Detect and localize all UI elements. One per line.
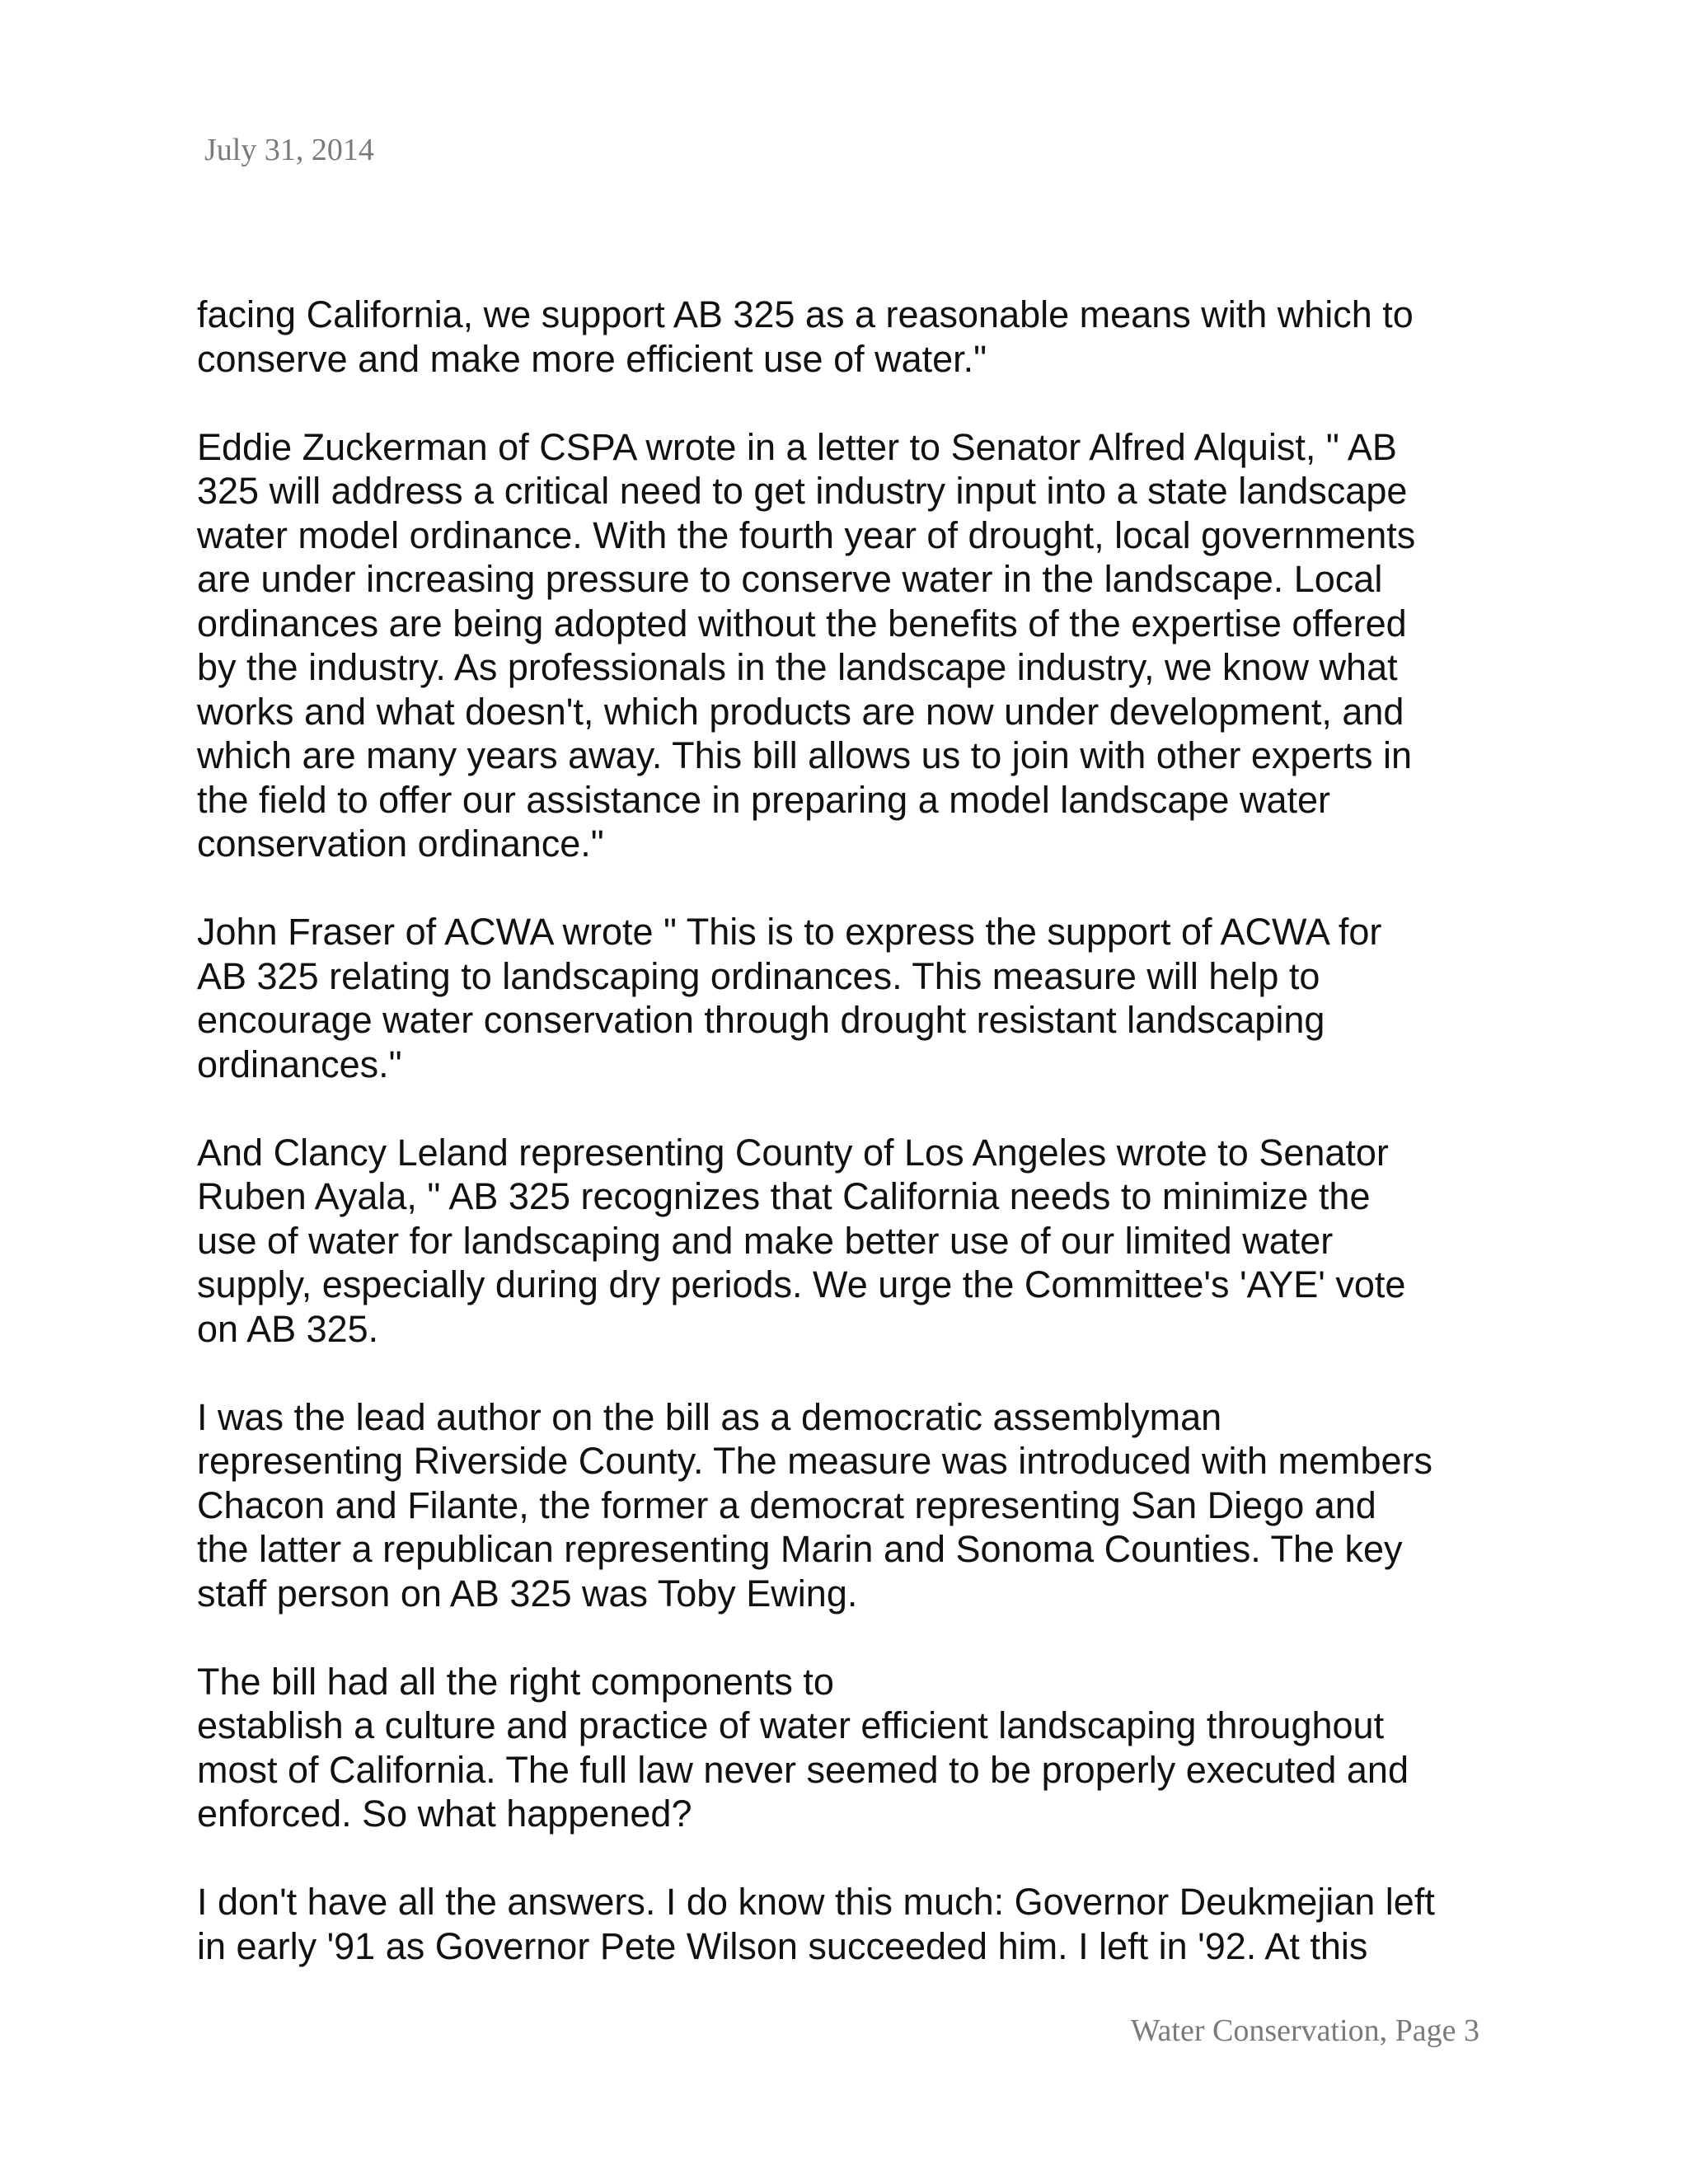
text-line: water model ordinance. With the fourth year of drought, local governments — [197, 513, 1416, 556]
text-line: by the industry. As professionals in the landscape industry, we know what — [197, 646, 1398, 688]
text-line: I was the lead author on the bill as a democratic assemblyman — [197, 1395, 1222, 1438]
text-line: ordinances." — [197, 1043, 402, 1085]
text-line: AB 325 relating to landscaping ordinances. This measure will help to — [197, 954, 1320, 997]
text-line: The bill had all the right components to — [197, 1660, 834, 1703]
text-line: most of California. The full law never seemed to be properly executed and — [197, 1748, 1409, 1791]
text-line: the latter a republican representing Marin and Sonoma Counties. The key — [197, 1528, 1403, 1570]
text-line: And Clancy Leland representing County of Los Angeles wrote to Senator — [197, 1131, 1389, 1174]
text-line: John Fraser of ACWA wrote " This is to express the support of ACWA for — [197, 911, 1382, 953]
text-line: I don't have all the answers. I do know this much: Governor Deukmejian left — [197, 1881, 1435, 1923]
paragraph — [197, 425, 1516, 866]
text-line: supply, especially during dry periods. We urge the Committee's 'AYE' vote — [197, 1263, 1406, 1305]
text-line: the field to offer our assistance in preparing a model landscape water — [197, 778, 1330, 821]
paragraph — [197, 1131, 1516, 1352]
document-body — [197, 293, 1516, 2013]
header-date: July 31, 2014 — [204, 133, 374, 167]
text-line: use of water for landscaping and make better use of our limited water — [197, 1219, 1334, 1262]
paragraph — [197, 910, 1516, 1086]
text-line: 325 will address a critical need to get industry input into a state landscape — [197, 470, 1408, 512]
text-line: are under increasing pressure to conserve water in the landscape. Local — [197, 558, 1383, 600]
text-line: ordinances are being adopted without the benefits of the expertise offered — [197, 602, 1407, 644]
paragraph — [197, 1880, 1516, 1968]
paragraph — [197, 293, 1516, 381]
text-line: Ruben Ayala, " AB 325 recognizes that California needs to minimize the — [197, 1175, 1371, 1217]
text-line: conserve and make more efficient use of water." — [197, 337, 987, 380]
text-line: staff person on AB 325 was Toby Ewing. — [197, 1572, 858, 1615]
text-line: works and what doesn't, which products are now under development, and — [197, 690, 1404, 733]
paragraph — [197, 1395, 1516, 1616]
text-line: establish a culture and practice of water efficient landscaping throughout — [197, 1704, 1385, 1746]
text-line: Eddie Zuckerman of CSPA wrote in a letter to Senator Alfred Alquist, " AB — [197, 425, 1397, 468]
page-footer: Water Conservation, Page 3 — [1130, 2013, 1479, 2048]
paragraph — [197, 1660, 1516, 1836]
text-line: Chacon and Filante, the former a democrat representing San Diego and — [197, 1483, 1376, 1526]
text-line: which are many years away. This bill allows us to join with other experts in — [197, 734, 1412, 776]
text-line: conservation ordinance." — [197, 823, 604, 865]
text-line: representing Riverside County. The measure was introduced with members — [197, 1440, 1433, 1482]
text-line: on AB 325. — [197, 1307, 379, 1350]
text-line: facing California, we support AB 325 as a reasonable means with which to — [197, 293, 1414, 335]
text-line: encourage water conservation through drought resistant landscaping — [197, 999, 1325, 1041]
text-line: in early '91 as Governor Pete Wilson succeeded him. I left in '92. At this — [197, 1924, 1368, 1967]
text-line: enforced. So what happened? — [197, 1793, 692, 1835]
